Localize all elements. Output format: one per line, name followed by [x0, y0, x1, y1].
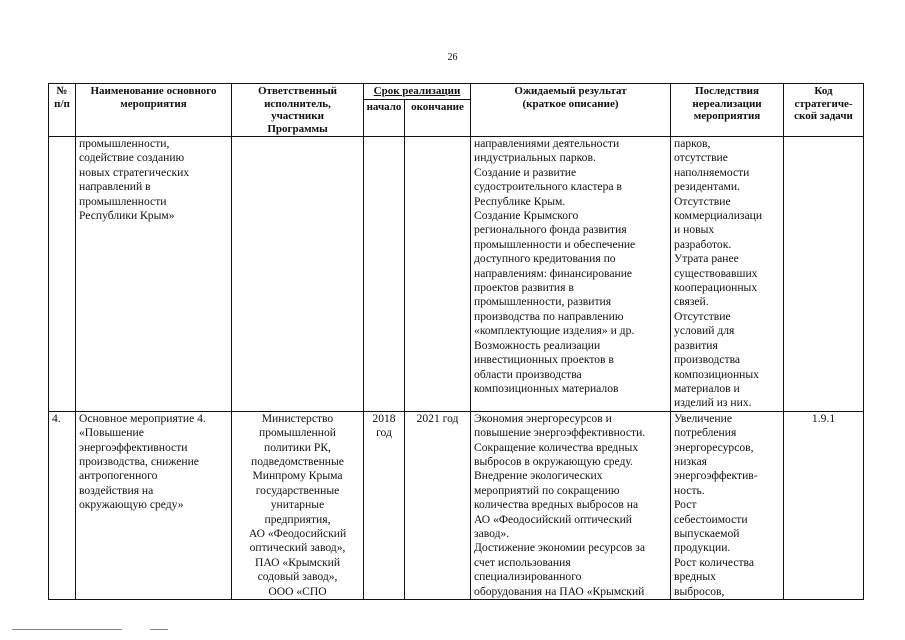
row-name: промышленности, содействие созданию новых стратегических направлений в промышленности Республики Крым»: [76, 137, 232, 412]
row-executor: Министерство промышленной политики РК, подведомственные Минпрому Крыма государственные унитарные предприятия, АО «Феодосийский оптический завод», ПАО «Крымский содовый завод», ООО «СПО: [232, 411, 364, 599]
scan-artifact-line: [150, 629, 168, 630]
header-name: Наименование основного мероприятия: [76, 84, 232, 137]
table-row: [49, 137, 864, 412]
row-consequences: Увеличение потребления энергоресурсов, низкая энергоэффектив- ность. Рост себестоимости выпускаемой продукции. Рост количества вредных выбросов,: [671, 411, 784, 599]
row-code: 1.9.1: [784, 411, 864, 599]
header-end: окончание: [405, 100, 471, 137]
header-start: начало: [364, 100, 405, 137]
row-consequences: парков, отсутствие наполняемости резидентами. Отсутствие коммерциализаци и новых разработок. Утрата ранее существовавших кооперационных связей. Отсутствие условий для развития производства композиционных материалов и изделий из них.: [671, 137, 784, 412]
scan-artifact-line: [12, 629, 122, 630]
row-result: направлениями деятельности индустриальных парков. Создание и развитие судостроительного кластера в Республике Крым. Создание Крымского регионального фонда развития промышленности и обеспечение доступного кредитования по направлениям: финансирование проектов развития в промышленности, развития производства по направлению «комплектующие изделия» и др. Возможность реализации инвестиционных проектов в области производства композиционных материалов: [471, 137, 671, 412]
page-number: 26: [447, 52, 458, 63]
row-result: Экономия энергоресурсов и повышение энергоэффективности. Сокращение количества вредных выбросов в окружающую среду. Внедрение экологических мероприятий по сокращению количества вредных выбросов на АО «Феодосийский оптический завод». Достижение экономии ресурсов за счет использования специализированного оборудования на ПАО «Крымский: [471, 411, 671, 599]
header-result: Ожидаемый результат (краткое описание): [471, 84, 671, 137]
row-executor: [232, 137, 364, 412]
row-start: 2018 год: [364, 411, 405, 599]
header-executor: Ответственный исполнитель, участники Программы: [232, 84, 364, 137]
row-code: [784, 137, 864, 412]
row-num: 4.: [49, 411, 76, 599]
row-start: [364, 137, 405, 412]
table-row: [49, 411, 864, 599]
header-consequences: Последствия нереализации мероприятия: [671, 84, 784, 137]
header-period: Срок реализации: [364, 84, 471, 100]
row-num: [49, 137, 76, 412]
header-num: № п/п: [49, 84, 76, 137]
row-end: [405, 137, 471, 412]
row-name: Основное мероприятие 4. «Повышение энергоэффективности производства, снижение антропогенного воздействия на окружающую среду»: [76, 411, 232, 599]
row-end: 2021 год: [405, 411, 471, 599]
activities-table: [48, 83, 864, 600]
header-code: Код стратегиче- ской задачи: [784, 84, 864, 137]
header-row: [49, 84, 864, 100]
